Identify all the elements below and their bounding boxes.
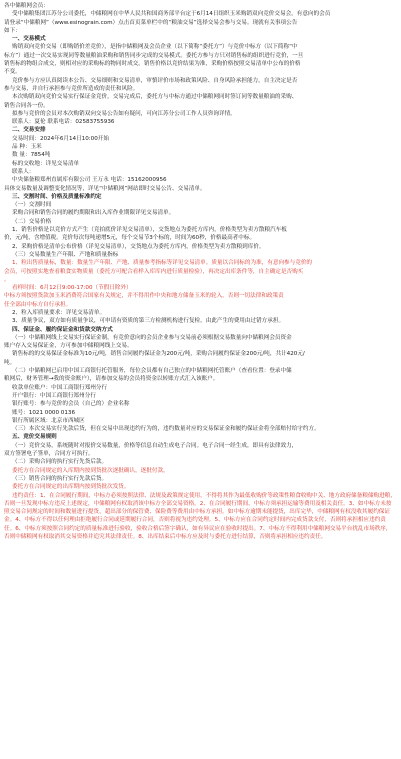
intro-line: 请登录“中储粮网”（www.esinograin.com）点击首页菜单栏中的“粮油交易”选择交易会参与交易。现就有关事项公告 [4, 19, 298, 26]
paragraph-line: 不变。 [4, 69, 21, 76]
paragraph-line: 销售标的物组合成交，则相对应的采购标的物同时成交。销售价格以竞价结果为准，采购价格按照交易清单中公布的价格 [4, 61, 301, 68]
paragraph-line: 购销双向竞价交易（即购销价差竞价），是指中储粮网及会员企业（以下简称“委托方”）与竞价中标方（以下简称“中 [12, 44, 298, 51]
schedule-key: 品 种： [12, 144, 31, 151]
section-heading-deposit: 四、保证金、履约保证金和货款交纳方式 [12, 326, 113, 333]
paragraph-line: 粮网后，财务管理→我的资金账户），请参加交易的会员将资金以转账方式汇入该账户。 [4, 376, 219, 383]
paragraph-line: 2、采购价格是清单公布价格（详见交易清单），交货地点为委托方库内，价格类型为卖方散粮到库价。 [12, 243, 265, 250]
paragraph-line: 账户存入交易保证金，方可参加中储粮网线上交易。 [4, 343, 133, 350]
paragraph-line: 标方”）通过一次交易实现同等数量粮油采购和销售同步完成的交易模式。委托方参与方只对销售标的组织进行竞价，一旦 [4, 52, 304, 59]
contact-value: 夏伦 联系电话：02583755936 [34, 119, 115, 126]
paragraph-line: 销售合同各一份。 [4, 102, 49, 109]
paragraph-line-highlight: 中标方须按照货款加玉米消费符合国家有关规定，并不得用作中央和地方储备玉米的轮入，否则一切法律和政策责 [4, 293, 284, 300]
schedule-row [4, 135, 397, 143]
schedule-key: 标的交收地： [12, 160, 46, 167]
paragraph-line: 采购合同和销售合同的履约期限和出入库作业期限详见交易清单。 [12, 210, 175, 217]
section-heading-schedule: 二、交易安排 [12, 127, 46, 134]
schedule-row [4, 160, 397, 168]
intro-line: 受中储粮集团江苏分公司委托，中储粮网在中华人民共和国商务部平台定于6月14日组织玉米购销双向竞价交易会，有意向的会员 [12, 11, 331, 18]
schedule-row [4, 168, 397, 176]
account-line: 银行账号：参与竞价的会员（自己的）企业名称 [12, 401, 130, 408]
paragraph-line: （一）竞价交易，系统随时对报价交易数量，价格等信息自动生成电子合同。电子合同一经生成，即具有法律效力， [12, 442, 298, 449]
schedule-row [4, 143, 397, 151]
schedule-value: 中央储备粮郑州直属库有限公司 王万永 电话：15162000956 [12, 177, 167, 184]
schedule-key: 数 量： [12, 152, 31, 159]
account-line: 银行所属区域：北京市西城区 [12, 417, 85, 424]
paragraph-line-highlight: 会员，可按照实地查看粮食实物质量（委托方可配合看样入库库内进行质量检验），再决定出库条件等，自主确定是否购买 [4, 268, 304, 275]
schedule-value: 2024年6月14日10:00开始 [39, 135, 109, 142]
paragraph-line: 价，元/吨，含增值税。竞价每次每吨递增5元，每个交易节3个标的，时间为60秒，价格最高者中标。 [4, 235, 256, 242]
paragraph-line: 具体交易数量及调整变化情况等，详见“中储粮网”网站即时交易公告、交易清单。 [4, 185, 206, 192]
paragraph-line: 2、粒入库质量要求：详见交易清单。 [12, 309, 106, 316]
paragraph-line: 参与交易，并自行承担参与竞价所造成的责任和风险。 [4, 85, 139, 92]
section-heading-rules: 五、竞价交易规则 [12, 434, 57, 441]
paragraph-line-highlight: 看样时间：6月12日9:00-17:00（节假日除外） [12, 285, 132, 292]
paragraph-line-highlight: 任全部由中标方自行承担。 [4, 301, 72, 308]
account-line: 开户银行：中国工商银行郑州分行 [12, 392, 96, 399]
subheading: （二）交易价格 [12, 218, 52, 225]
paragraph-line-highlight: 委托方在合同规定的入库期内按到货批次逐批确认，逐批付款。 [12, 467, 169, 474]
paragraph-line: （二）中储粮网已启用中国工商银行托管服务，每位会员都有自己独立的中储粮网托管账户（查看位置：登录中储 [12, 368, 292, 375]
intro-line: 如下： [4, 27, 21, 34]
section-heading-mode: 一、交易模式 [12, 36, 46, 43]
account-line: 收款单位账户：中国工商银行郑州分行 [12, 384, 108, 391]
schedule-value: 7854吨 [30, 152, 51, 159]
paragraph-line: 拟参与竞价的会员对本次购销双向交易公告如有疑问，可向江苏分公司工作人员咨询详情。 [12, 110, 236, 117]
paragraph-line-highlight: 委托方在合同规定的出库期内按到货批次发货。 [12, 484, 130, 491]
section-heading-delivery: 三、交割时间、价格及质量标准约定 [12, 193, 102, 200]
paragraph-line: 1、销售价格是以竞价方式产生（竞拍底价详见交易清单），交货地点为委托方库内，价格类型为卖方散粮汽车板 [12, 227, 287, 234]
schedule-value: 详见交易清单 [45, 160, 80, 167]
account-line: 账号：1021 0000 0136 [12, 409, 76, 416]
paragraph-line: （一）中储粮网线上交易实行保证金制，有竞价意向的会员企业参与交易前必须根据交易数量向中储粮网会员资金 [12, 334, 292, 341]
contact-line [4, 118, 397, 126]
schedule-value: 玉米 [30, 144, 42, 151]
paragraph-line: （二）采购合同的执行实行先货后款。 [12, 459, 108, 466]
greeting: 各中储粮网会员： [4, 3, 49, 9]
schedule-key: 联系人： [12, 168, 35, 175]
paragraph-line: 竞价参与方应认真阅读本公告、交易细则和交易清单，审慎评价市场和政策风险、自身风险承担能力，自主决定是否 [12, 77, 298, 84]
subheading: （一）交割时间 [12, 202, 52, 209]
schedule-row [4, 176, 397, 184]
breach-clauses: 违约责任：1、在合同履行期间，中标方必须按照法律、法规及政策规定使用，不得将其作为最低收购价等政策性粮食收购中关、地方政府储备粮储购进粮，否则一旦发现中标方违反上述规定，中储粮网有权取消该中标方全部交易资格。2、在合同履行期间，中标方须承担运输等费用及相关责任。3、如中标方未按照交易合同规定的时间和数量进行提货，超出部分的保管费、保险费等费用由中标方承担。如中标方逾期未能提货，出库完毕，中储粮网有权没收其履约保证金。4、中标方不得以任何理由拒绝履行合同或延期履行合同，否则将视为违约处理。5、中标方应在合同约定时间内完成货款支付，否则将承担相应违约责任。6、中标方须按照合同约定的质量标准进行验收，验收合格后签字确认，如有异议应在验收时提出。7、中标方不得利用中储粮网交易平台扰乱市场秩序，否则中储粮网有权取消其交易资格并追究其法律责任。8、出库结束后中标方应及时与委托方进行结算，否则将承担相应违约责任。 [4, 492, 396, 540]
paragraph-line: 3、质量争议，双方如有质量争议，可申请有资质的第三方检测机构进行复检，由此产生的费用由过错方承担。 [12, 318, 285, 325]
schedule-row [4, 151, 397, 159]
paragraph-line: 销售标的的交易保证金标准为10元/吨，销售合同履约保证金为200元/吨，采购合同履约保证金200元/吨，共计420元/ [12, 351, 305, 358]
paragraph-line: （三）销售合同的执行实行先款后货。 [12, 475, 108, 482]
subheading: （三）交易数量生产年限、产地和质量指标 [12, 251, 119, 258]
paragraph-line: 双方签署电子签单，合同方可执行。 [4, 451, 94, 458]
paragraph-line-highlight: 。 [4, 276, 10, 283]
paragraph-line-highlight: 1、粒出售质量标，数量：数量生产年限、产地、质量参考指标等详见交易清单。质量以合同标的为准，有意向参与竞价的 [12, 260, 313, 267]
paragraph-line: （三）本次交易实行先款后货，但在交易中出现违约行为的，违约数量对应的交易保证金和履约保证金将全部赔付给守约方。 [12, 426, 320, 433]
contact-key: 联系人： [12, 119, 35, 126]
paragraph-line: 吨。 [4, 359, 16, 366]
paragraph-line: 本次购销双向竞价交易实行保证金竞价，交易完成后，委托方与中标方通过中储粮网同时签订同等数量粮油的采购、 [12, 94, 298, 101]
schedule-key: 交易时间： [12, 135, 40, 142]
